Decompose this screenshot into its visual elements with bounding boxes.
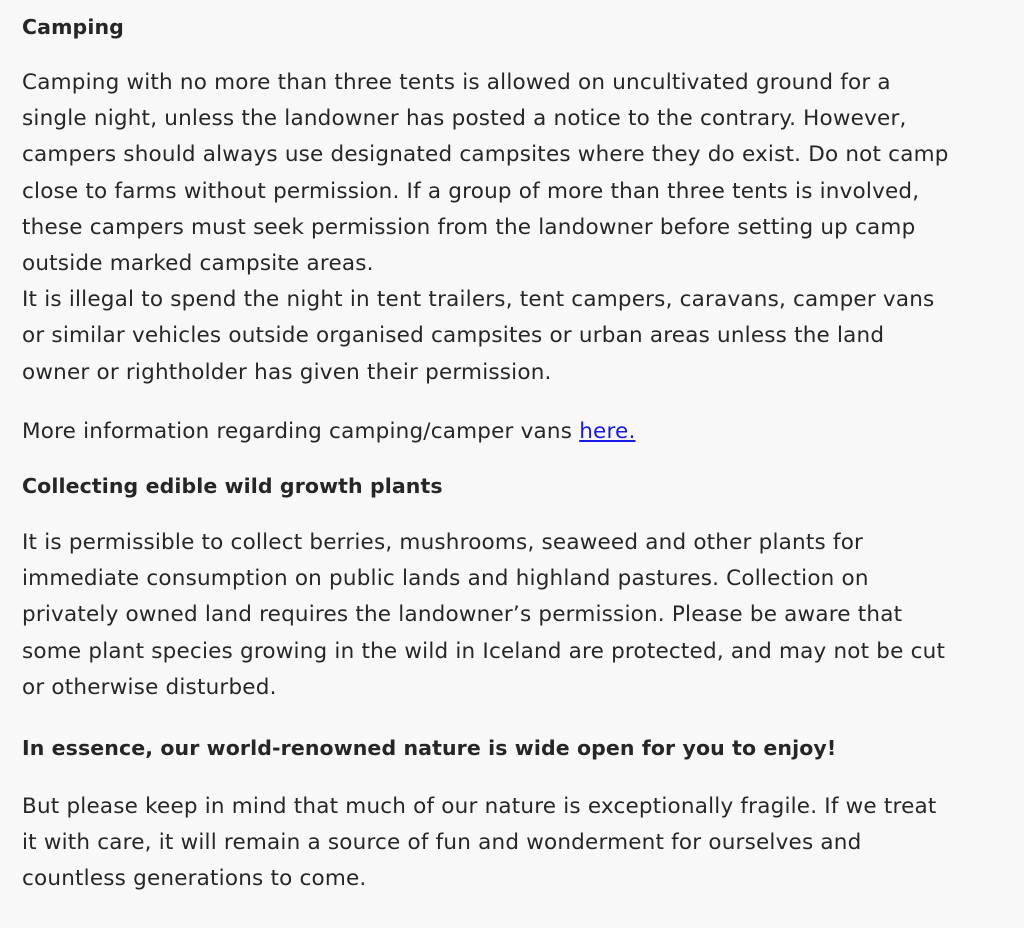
essence-line-2: it with care, it will remain a source of fun and wonderment for ourselves and: [22, 830, 862, 856]
collecting-line-5: or otherwise disturbed.: [22, 674, 277, 700]
camping-line-6: outside marked campsite areas.: [22, 251, 374, 277]
collecting-line-2: immediate consumption on public lands and highland pastures. Collection on: [22, 566, 869, 592]
collecting-line-1: It is permissible to collect berries, mushrooms, seaweed and other plants for: [22, 530, 864, 555]
more-info-text: More information regarding camping/camper vans: [22, 419, 580, 444]
collecting-paragraph: [22, 525, 945, 706]
camping-line-3: campers should always use designated campsites where they do exist. Do not camp: [22, 142, 949, 168]
camper-vans-link[interactable]: here.: [579, 419, 636, 444]
camping-line-4: close to farms without permission. If a group of more than three tents is involved,: [22, 178, 920, 204]
camping-line-1: Camping with no more than three tents is allowed on uncultivated ground for a: [22, 70, 891, 95]
essence-paragraph: [22, 789, 937, 898]
camping-line-7: It is illegal to spend the night in tent trailers, tent campers, caravans, camper vans: [22, 287, 935, 313]
more-info-line: [22, 414, 636, 450]
collecting-heading: Collecting edible wild growth plants: [22, 474, 443, 498]
camping-heading: Camping: [22, 15, 124, 39]
essence-line-1: But please keep in mind that much of our nature is exceptionally fragile. If we treat: [22, 794, 937, 819]
camping-paragraph: [22, 65, 949, 391]
essence-heading: In essence, our world-renowned nature is wide open for you to enjoy!: [22, 736, 837, 760]
camping-line-9: owner or rightholder has given their permission.: [22, 359, 552, 385]
collecting-line-4: some plant species growing in the wild in Iceland are protected, and may not be cut: [22, 638, 946, 664]
camping-line-5: these campers must seek permission from the landowner before setting up camp: [22, 214, 916, 240]
essence-line-3: countless generations to come.: [22, 866, 367, 892]
camping-line-8: or similar vehicles outside organised campsites or urban areas unless the land: [22, 323, 885, 349]
camping-line-2: single night, unless the landowner has posted a notice to the contrary. However,: [22, 106, 907, 132]
collecting-line-3: privately owned land requires the landowner’s permission. Please be aware that: [22, 602, 903, 628]
